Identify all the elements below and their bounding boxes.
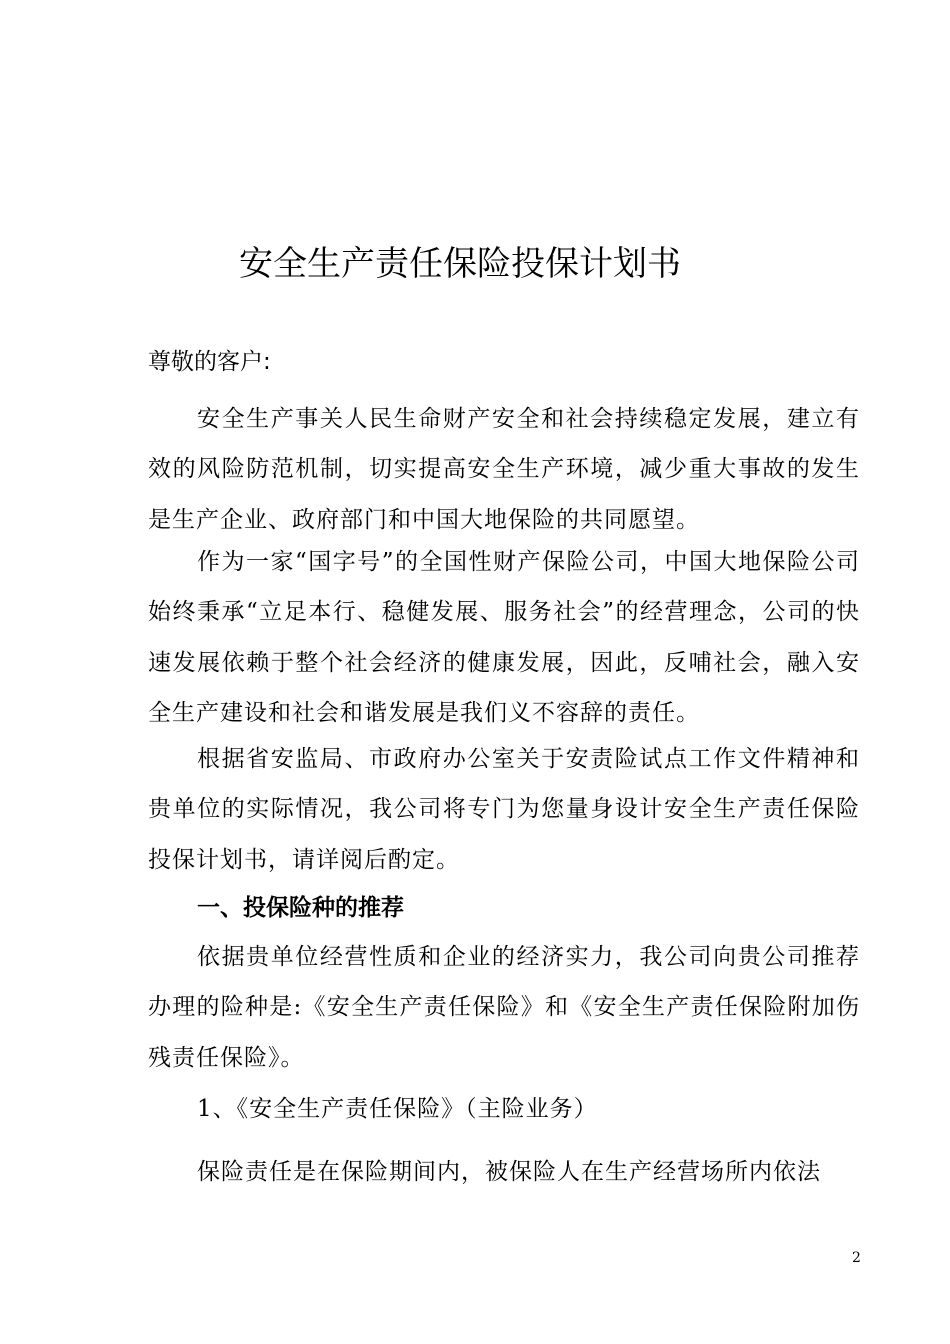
document-title: 安全生产责任保险投保计划书 — [239, 244, 681, 284]
intro-paragraph-2: 作为一家“国字号”的全国性财产保险公司，中国大地保险公司始终秉承“立足本行、稳健发展、服务社会”的经营理念，公司的快速发展依赖于整个社会经济的健康发展，因此，反哺社会，融入安全生产建设和社会和谐发展是我们义不容辞的责任。 — [148, 549, 860, 727]
last-paragraph: 保险责任是在保险期间内，被保险人在生产经营场所内依法 — [197, 1159, 821, 1185]
section-paragraph: 依据贵单位经营性质和企业的经济实力，我公司向贵公司推荐办理的险种是:《安全生产责任保险》和《安全生产责任保险附加伤残责任保险》。 — [148, 944, 860, 1071]
sub-heading: 1、《安全生产责任保险》（主险业务） — [197, 1096, 598, 1122]
intro-paragraph-3: 根据省安监局、市政府办公室关于安责险试点工作文件精神和贵单位的实际情况，我公司将专门为您量身设计安全生产责任保险投保计划书，请详阅后酌定。 — [148, 746, 860, 873]
intro-paragraph-1: 安全生产事关人民生命财产安全和社会持续稳定发展，建立有效的风险防范机制，切实提高安全生产环境，减少重大事故的发生是生产企业、政府部门和中国大地保险的共同愿望。 — [148, 406, 860, 533]
greeting-line: 尊敬的客户: — [148, 349, 271, 375]
section-heading: 一、投保险种的推荐 — [197, 895, 404, 921]
page-number: 2 — [852, 1250, 861, 1266]
